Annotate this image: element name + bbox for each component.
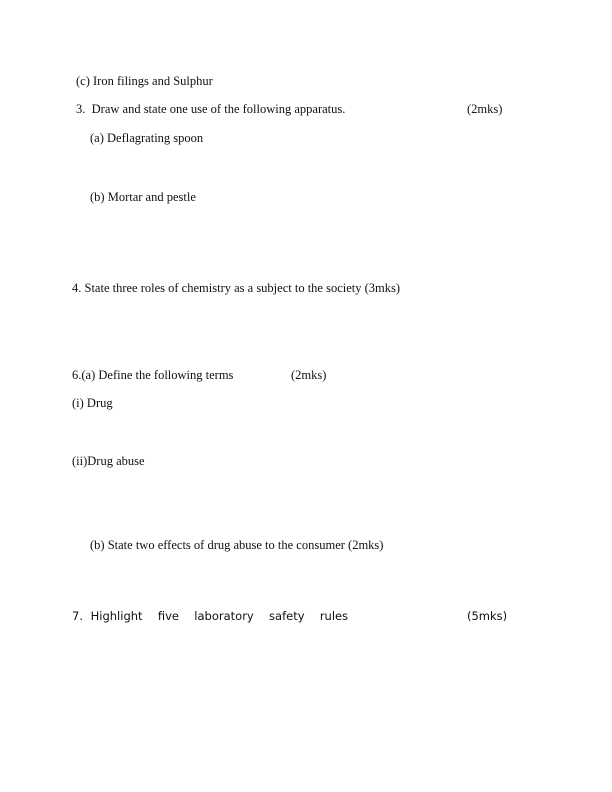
question-3a: (a) Deflagrating spoon (90, 131, 204, 145)
question-6a-i: (i) Drug (72, 396, 113, 410)
question-7-marks: (5mks) (467, 609, 508, 623)
question-7: 7. Highlight five laboratory safety rules (72, 609, 349, 623)
question-6a: 6.(a) Define the following terms (72, 368, 234, 382)
question-6b: (b) State two effects of drug abuse to the consumer (2mks) (90, 538, 384, 552)
question-3-marks: (2mks) (467, 102, 503, 116)
question-3b: (b) Mortar and pestle (90, 190, 196, 204)
question-2c: (c) Iron filings and Sulphur (76, 74, 213, 88)
question-6a-marks: (2mks) (291, 368, 327, 382)
question-4: 4. State three roles of chemistry as a subject to the society (3mks) (72, 281, 401, 295)
question-6a-ii: (ii)Drug abuse (72, 454, 145, 468)
question-3: 3. Draw and state one use of the following apparatus. (76, 102, 346, 116)
